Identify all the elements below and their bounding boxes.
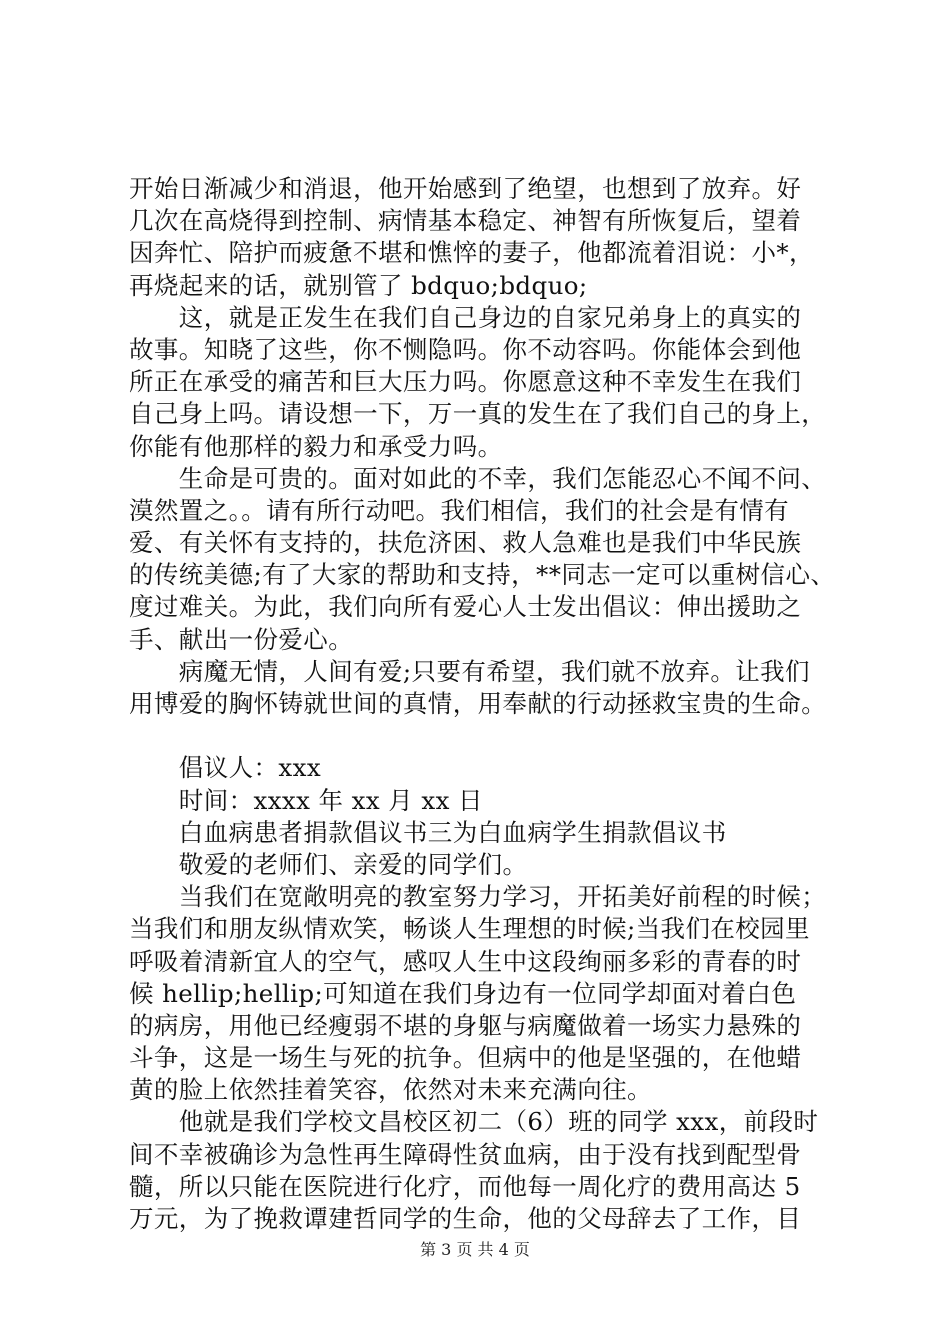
text-line: 爱、有关怀有支持的，扶危济困、救人急难也是我们中华民族 (129, 528, 802, 558)
text-line: 当我们在宽敞明亮的教室努力学习，开拓美好前程的时候； (129, 882, 827, 912)
text-line: 当我们和朋友纵情欢笑，畅谈人生理想的时候;当我们在校园里 (129, 914, 810, 944)
text-line: 的病房，用他已经瘦弱不堪的身躯与病魔做着一场实力悬殊的 (129, 1010, 802, 1040)
text-line: 漠然置之。。请有所行动吧。我们相信，我们的社会是有情有 (129, 495, 790, 525)
text-line: 病魔无情，人间有爱;只要有希望，我们就不放弃。让我们 (129, 656, 810, 686)
text-line: 所正在承受的痛苦和巨大压力吗。你愿意这种不幸发生在我们 (129, 367, 802, 397)
text-line: 斗争，这是一场生与死的抗争。但病中的他是坚强的，在他蜡 (129, 1043, 802, 1073)
paragraph-2 (129, 302, 829, 463)
text-line: 因奔忙、陪护而疲惫不堪和憔悴的妻子，他都流着泪说：小*， (129, 238, 814, 268)
text-line: 他就是我们学校文昌校区初二（6）班的同学 xxx，前段时 (129, 1107, 819, 1137)
text-line: 再烧起来的话，就别管了 bdquo;bdquo; (129, 270, 588, 300)
text-line: 你能有他那样的毅力和承受力吗。 (129, 431, 503, 461)
signature-block (129, 752, 829, 816)
page-footer (0, 1240, 950, 1260)
text-line: 手、献出一份爱心。 (129, 624, 354, 654)
paragraph-6 (129, 1106, 829, 1235)
blank-line (129, 720, 829, 752)
text-line: 用博爱的胸怀铸就世间的真情，用奉献的行动拯救宝贵的生命。 (129, 689, 827, 718)
salutation (129, 849, 829, 881)
text-line: 自己身上吗。请设想一下，万一真的发生在了我们自己的身上， (129, 399, 827, 429)
text-line: 开始日渐减少和消退，他开始感到了绝望，也想到了放弃。好 (129, 174, 802, 203)
text-line: 呼吸着清新宜人的空气，感叹人生中这段绚丽多彩的青春的时 (129, 946, 802, 976)
text-line: 间不幸被确诊为急性再生障碍性贫血病，由于没有找到配型骨 (129, 1139, 802, 1169)
text-line: 故事。知晓了这些，你不恻隐吗。你不动容吗。你能体会到他 (129, 334, 802, 364)
document-body (129, 173, 836, 1235)
text-line: 万元，为了挽救谭建哲同学的生命，他的父母辞去了工作，目 (129, 1204, 802, 1233)
text-line: 候 hellip;hellip;可知道在我们身边有一位同学却面对着白色 (129, 978, 797, 1008)
paragraph-3 (129, 463, 836, 656)
text-line: 几次在高烧得到控制、病情基本稳定、神智有所恢复后，望着 (129, 206, 802, 236)
text-line: 髓，所以只能在医院进行化疗，而他每一周化疗的费用高达 5 (129, 1171, 801, 1201)
text-line: 生命是可贵的。面对如此的不幸，我们怎能忍心不闻不问、 (129, 463, 827, 493)
date-line: 时间：xxxx 年 xx 月 xx 日 (129, 785, 483, 815)
paragraph-5 (129, 881, 829, 1106)
section-title: 白血病患者捐款倡议书三为白血病学生捐款倡议书 (129, 817, 727, 847)
initiator-line: 倡议人：xxx (129, 753, 322, 783)
text-line: 的传统美德;有了大家的帮助和支持，**同志一定可以重树信心、 (129, 560, 836, 590)
text-line: 黄的脸上依然挂着笑容，依然对未来充满向往。 (129, 1075, 652, 1105)
text-line: 度过难关。为此，我们向所有爱心人士发出倡议：伸出援助之 (129, 592, 802, 622)
page-number: 第 3 页 共 4 页 (420, 1240, 530, 1259)
text-line: 敬爱的老师们、亲爱的同学们。 (129, 849, 528, 879)
text-line: 这，就是正发生在我们自己身边的自家兄弟身上的真实的 (129, 302, 802, 332)
paragraph-1 (129, 173, 829, 302)
paragraph-4 (129, 656, 829, 720)
